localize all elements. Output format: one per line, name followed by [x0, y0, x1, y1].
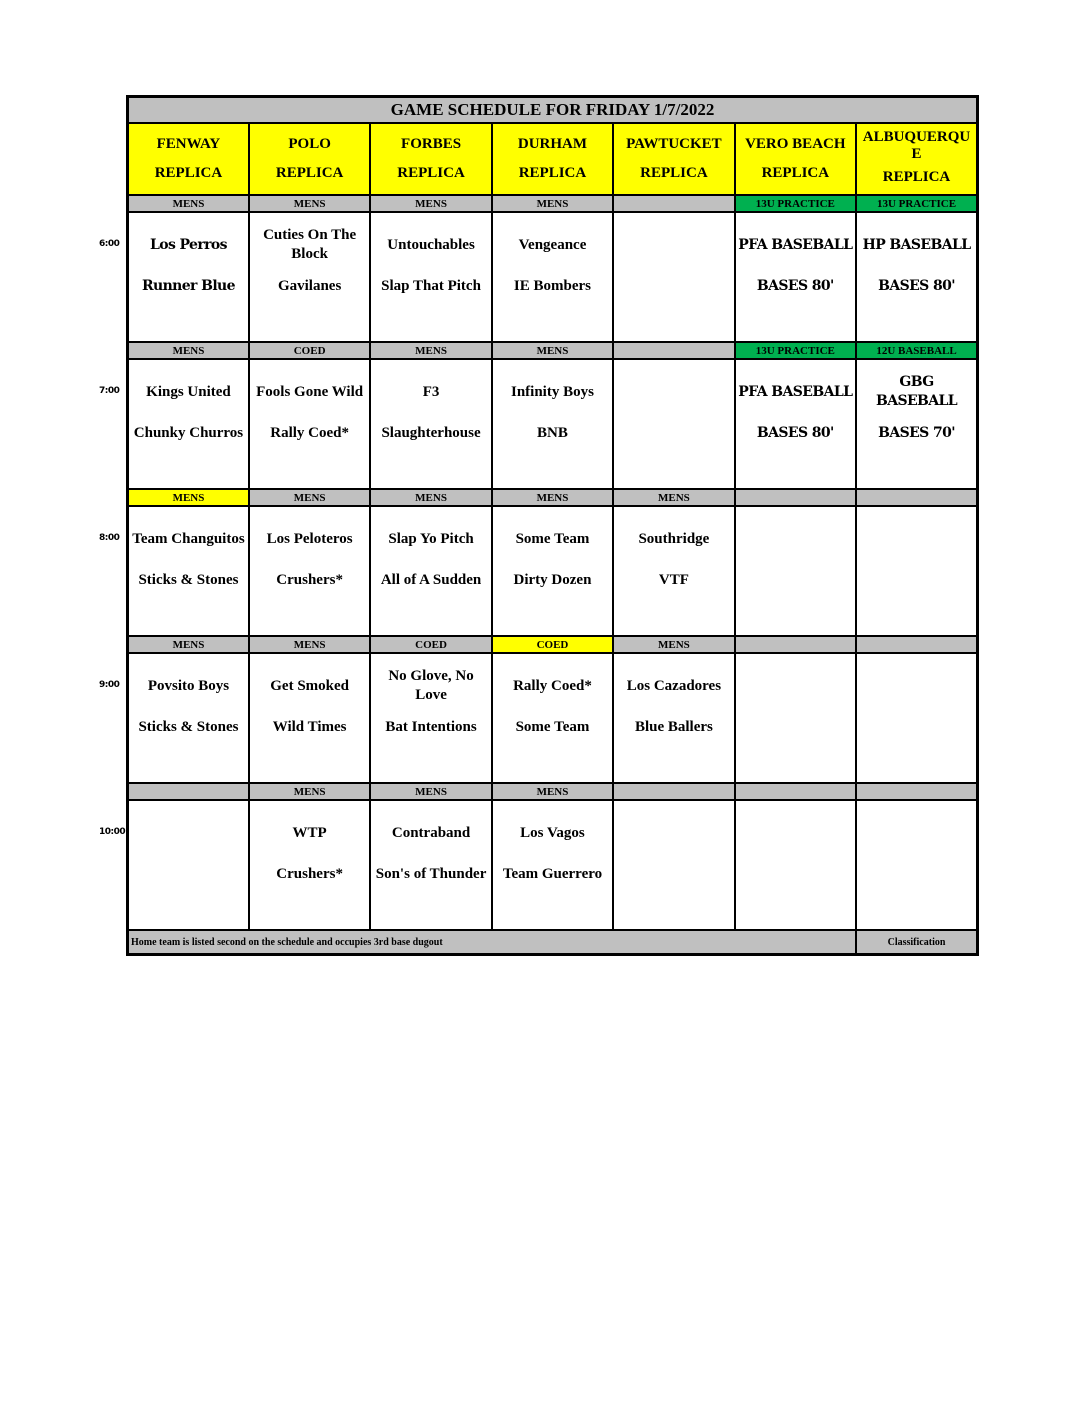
home-team-cell: Wild Times [249, 718, 370, 783]
classification-cell [735, 636, 856, 653]
away-team-cell [128, 800, 249, 865]
classification-cell: MENS [128, 636, 249, 653]
time-label: 9:00 [99, 679, 120, 690]
home-team-cell: BASES 80' [735, 277, 856, 342]
away-team-cell: Some Team [492, 506, 613, 571]
classification-cell [735, 489, 856, 506]
field-header [735, 123, 856, 195]
classification-cell: COED [249, 342, 370, 359]
away-team-cell: Team Changuitos [128, 506, 249, 571]
schedule-title: GAME SCHEDULE FOR FRIDAY 1/7/2022 [128, 97, 978, 124]
away-team-cell [856, 506, 977, 571]
field-header [370, 123, 491, 195]
classification-cell: MENS [370, 195, 491, 212]
home-team-cell: Slaughterhouse [370, 424, 491, 489]
home-team-row [128, 718, 978, 783]
classification-cell [856, 489, 977, 506]
away-team-cell [735, 800, 856, 865]
classification-cell: MENS [613, 489, 734, 506]
classification-cell: MENS [492, 783, 613, 800]
away-team-cell [613, 800, 734, 865]
home-team-cell: BASES 80' [735, 424, 856, 489]
away-team-cell: HP BASEBALL [856, 212, 977, 277]
away-team-cell: Povsito Boys [128, 653, 249, 718]
field-name: DURHAM [517, 136, 588, 152]
home-team-cell: Crushers* [249, 865, 370, 930]
away-team-cell: Kings United [128, 359, 249, 424]
classification-cell: COED [492, 636, 613, 653]
home-team-cell: Gavilanes [249, 277, 370, 342]
home-team-row [128, 277, 978, 342]
classification-cell: MENS [249, 489, 370, 506]
home-team-cell: Team Guerrero [492, 865, 613, 930]
classification-cell: MENS [249, 783, 370, 800]
classification-cell [856, 783, 977, 800]
field-subtitle: REPLICA [275, 165, 344, 181]
away-team-cell [735, 506, 856, 571]
away-team-cell: F3 [370, 359, 491, 424]
classification-cell: MENS [492, 195, 613, 212]
away-team-cell: Los Peloteros [249, 506, 370, 571]
away-team-cell: Los Cazadores [613, 653, 734, 718]
field-subtitle: REPLICA [882, 168, 951, 185]
time-label: 6:00 [99, 238, 120, 249]
home-team-cell: BNB [492, 424, 613, 489]
field-name: PAWTUCKET [626, 136, 722, 152]
field-header [492, 123, 613, 195]
home-team-cell: Dirty Dozen [492, 571, 613, 636]
footer-legend: Classification [856, 930, 977, 955]
home-team-cell [613, 277, 734, 342]
field-name: POLO [288, 136, 331, 152]
home-team-cell: Some Team [492, 718, 613, 783]
home-team-row [128, 424, 978, 489]
classification-cell: MENS [370, 342, 491, 359]
classification-cell [735, 783, 856, 800]
home-team-cell: Sticks & Stones [128, 718, 249, 783]
home-team-cell: Son's of Thunder [370, 865, 491, 930]
home-team-cell [128, 865, 249, 930]
classification-cell: MENS [492, 489, 613, 506]
home-team-cell: Runner Blue [128, 277, 249, 342]
field-name: VERO BEACH [745, 136, 846, 152]
field-header [613, 123, 734, 195]
classification-cell: MENS [249, 636, 370, 653]
field-subtitle: REPLICA [640, 165, 708, 181]
away-team-cell [613, 359, 734, 424]
footer-row [128, 930, 978, 955]
classification-cell [128, 783, 249, 800]
away-team-cell: Vengeance [492, 212, 613, 277]
classification-cell: MENS [492, 342, 613, 359]
away-team-cell: Slap Yo Pitch [370, 506, 491, 571]
classification-cell: MENS [613, 636, 734, 653]
away-team-cell: Rally Coed* [492, 653, 613, 718]
away-team-cell: Fools Gone Wild [249, 359, 370, 424]
field-header [856, 123, 977, 195]
classification-row [128, 342, 978, 359]
away-team-cell [856, 800, 977, 865]
classification-cell: MENS [128, 195, 249, 212]
away-team-cell: GBG BASEBALL [856, 359, 977, 424]
away-team-cell: Untouchables [370, 212, 491, 277]
field-header [249, 123, 370, 195]
time-label: 8:00 [99, 532, 120, 543]
away-team-cell: PFA BASEBALL [735, 212, 856, 277]
home-team-cell [856, 571, 977, 636]
home-team-cell [613, 424, 734, 489]
classification-cell [613, 195, 734, 212]
away-team-row [128, 359, 978, 424]
field-subtitle: REPLICA [518, 165, 587, 181]
away-team-row [128, 506, 978, 571]
away-team-row [128, 212, 978, 277]
home-team-cell [735, 571, 856, 636]
away-team-row [128, 800, 978, 865]
field-header [128, 123, 249, 195]
classification-cell: MENS [128, 342, 249, 359]
away-team-cell [613, 212, 734, 277]
classification-cell: MENS [370, 489, 491, 506]
away-team-cell: No Glove, No Love [370, 653, 491, 718]
away-team-cell: WTP [249, 800, 370, 865]
home-team-cell: VTF [613, 571, 734, 636]
home-team-cell [613, 865, 734, 930]
home-team-cell: All of A Sudden [370, 571, 491, 636]
time-label: 7:00 [99, 385, 120, 396]
away-team-cell [856, 653, 977, 718]
field-name: ALBUQUERQUE [862, 128, 971, 162]
classification-cell: 13U PRACTICE [856, 195, 977, 212]
footer-note: Home team is listed second on the schedule and occupies 3rd base dugout [128, 930, 857, 955]
classification-row [128, 195, 978, 212]
away-team-cell: Infinity Boys [492, 359, 613, 424]
away-team-cell: Get Smoked [249, 653, 370, 718]
schedule-table [126, 95, 979, 956]
classification-row [128, 489, 978, 506]
away-team-row [128, 653, 978, 718]
classification-row [128, 783, 978, 800]
field-name: FORBES [401, 136, 462, 152]
home-team-row [128, 865, 978, 930]
home-team-cell: BASES 80' [856, 277, 977, 342]
home-team-cell: BASES 70' [856, 424, 977, 489]
classification-cell: 12U BASEBALL [856, 342, 977, 359]
classification-cell: COED [370, 636, 491, 653]
classification-row [128, 636, 978, 653]
classification-cell: MENS [370, 783, 491, 800]
away-team-cell: Contraband [370, 800, 491, 865]
home-team-cell: Crushers* [249, 571, 370, 636]
home-team-cell: Rally Coed* [249, 424, 370, 489]
away-team-cell: PFA BASEBALL [735, 359, 856, 424]
home-team-cell: Bat Intentions [370, 718, 491, 783]
classification-cell: 13U PRACTICE [735, 342, 856, 359]
home-team-cell [856, 865, 977, 930]
field-name: FENWAY [156, 136, 221, 152]
home-team-cell [856, 718, 977, 783]
field-subtitle: REPLICA [397, 165, 465, 181]
classification-cell: MENS [249, 195, 370, 212]
field-subtitle: REPLICA [761, 165, 830, 181]
home-team-cell [735, 865, 856, 930]
field-header-row [128, 123, 978, 195]
home-team-cell [735, 718, 856, 783]
away-team-cell: Southridge [613, 506, 734, 571]
home-team-cell: Chunky Churros [128, 424, 249, 489]
away-team-cell: Los Vagos [492, 800, 613, 865]
away-team-cell [735, 653, 856, 718]
away-team-cell: Cuties On The Block [249, 212, 370, 277]
classification-cell: MENS [128, 489, 249, 506]
time-label: 10:00 [99, 826, 126, 837]
away-team-cell: Los Perros [128, 212, 249, 277]
home-team-cell: IE Bombers [492, 277, 613, 342]
home-team-cell: Slap That Pitch [370, 277, 491, 342]
classification-cell [613, 783, 734, 800]
home-team-row [128, 571, 978, 636]
classification-cell [856, 636, 977, 653]
classification-cell [613, 342, 734, 359]
home-team-cell: Blue Ballers [613, 718, 734, 783]
home-team-cell: Sticks & Stones [128, 571, 249, 636]
field-subtitle: REPLICA [154, 165, 223, 181]
classification-cell: 13U PRACTICE [735, 195, 856, 212]
